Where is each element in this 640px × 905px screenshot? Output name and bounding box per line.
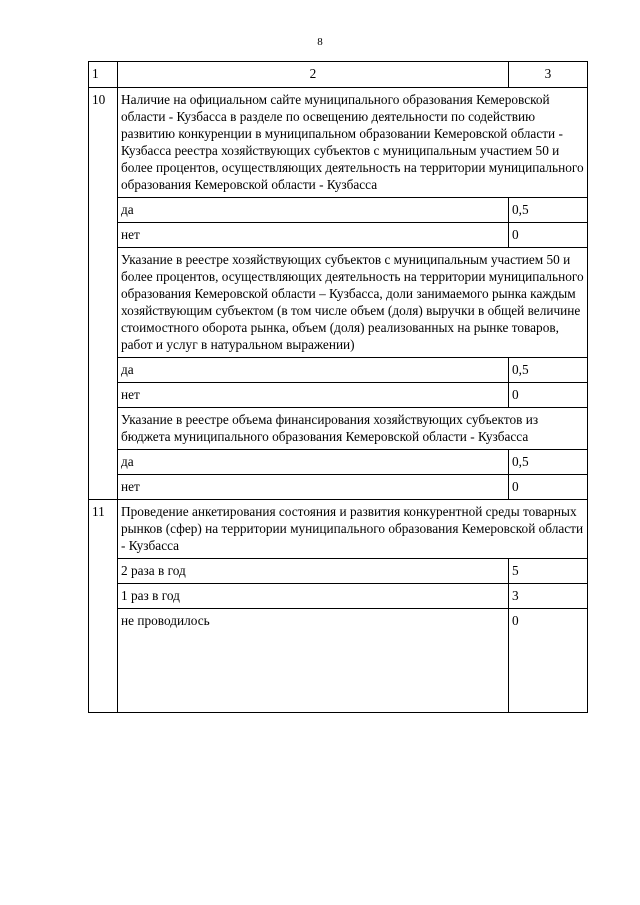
option-label: 2 раза в год: [118, 559, 509, 584]
section-number: 11: [89, 500, 118, 713]
option-score: 0,5: [509, 198, 588, 223]
criterion-text: Наличие на официальном сайте муниципального образования Кемеровской области - Кузбасса в разделе по освещению деятельности по содействию развитию конкуренции в муниципальном образовании Кемеровской области - Кузбасса реестра хозяйствующих субъектов с муниципальным участием 50 и более процентов, осуществляющих деятельность на территории муниципального образования Кемеровской области - Кузбасса: [118, 88, 588, 198]
option-row: [89, 198, 588, 223]
option-score: 0: [509, 383, 588, 408]
option-label: да: [118, 450, 509, 475]
criterion-row: [89, 248, 588, 358]
header-col-2: 2: [118, 62, 509, 88]
option-label: да: [118, 358, 509, 383]
option-score: 0: [509, 475, 588, 500]
option-score: 0: [509, 223, 588, 248]
option-row: [89, 450, 588, 475]
option-score: 3: [509, 584, 588, 609]
option-label: нет: [118, 475, 509, 500]
page-number: 8: [317, 36, 323, 48]
criterion-text: Указание в реестре хозяйствующих субъектов с муниципальным участием 50 и более процентов, осуществляющих деятельность на территории муниципального образования Кемеровской области – Кузбасса, доли занимаемого рынка каждым хозяйствующим субъектом (в том числе объем (доля) выручки в общей величине стоимостного оборота рынка, объем (доля) реализованных на рынке товаров, работ и услуг в натуральном выражении): [118, 248, 588, 358]
header-col-1: 1: [89, 62, 118, 88]
option-row: [89, 584, 588, 609]
option-label: нет: [118, 383, 509, 408]
criterion-row: [89, 500, 588, 559]
header-col-3: 3: [509, 62, 588, 88]
criterion-text: Проведение анкетирования состояния и развития конкурентной среды товарных рынков (сфер) на территории муниципального образования Кемеровской области - Кузбасса: [118, 500, 588, 559]
option-score: 0: [509, 609, 588, 713]
option-score: 0,5: [509, 450, 588, 475]
option-row: [89, 223, 588, 248]
option-score: 5: [509, 559, 588, 584]
option-label: нет: [118, 223, 509, 248]
option-row: [89, 559, 588, 584]
option-score: 0,5: [509, 358, 588, 383]
section-number: 10: [89, 88, 118, 500]
option-row: [89, 358, 588, 383]
option-row: [89, 609, 588, 713]
option-row: [89, 475, 588, 500]
option-row: [89, 383, 588, 408]
option-label: не проводилось: [118, 609, 509, 713]
option-label: да: [118, 198, 509, 223]
option-label: 1 раз в год: [118, 584, 509, 609]
table-header-row: [89, 62, 588, 88]
criteria-table: [88, 61, 588, 713]
criterion-row: [89, 408, 588, 450]
criterion-row: [89, 88, 588, 198]
criterion-text: Указание в реестре объема финансирования хозяйствующих субъектов из бюджета муниципального образования Кемеровской области - Кузбасса: [118, 408, 588, 450]
